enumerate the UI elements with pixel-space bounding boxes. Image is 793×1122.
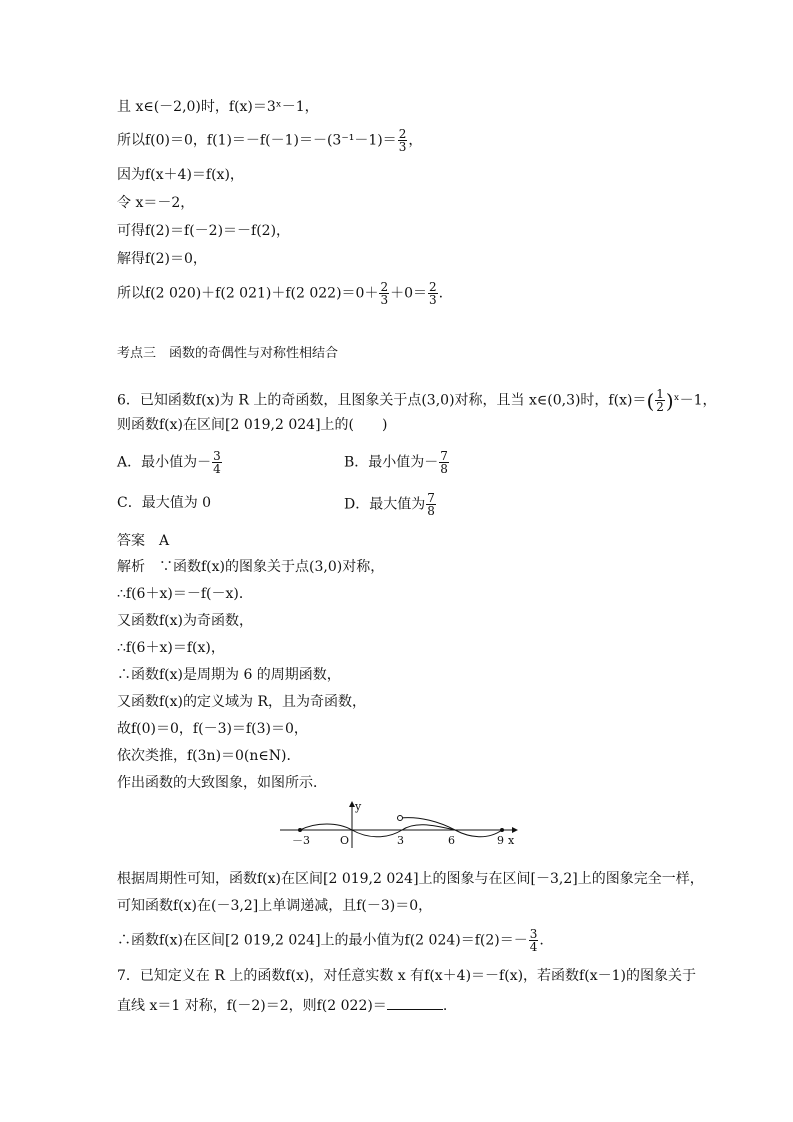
text-segment: ∴函数f(x)在区间[2 019,2 024]上的最小值为f(2 024)＝f(2)＝－ xyxy=(117,932,528,949)
open-point xyxy=(398,816,403,821)
text-segment: . xyxy=(442,998,448,1014)
section-title: 考点三 函数的奇偶性与对称性相结合 xyxy=(117,346,339,361)
fraction-numerator: 1 xyxy=(656,387,664,401)
fraction xyxy=(655,388,665,413)
tick-label-6: 6 xyxy=(448,834,455,847)
tick-label-m3: －3 xyxy=(292,834,310,847)
fraction xyxy=(439,450,449,475)
fraction-numerator: 3 xyxy=(213,449,221,463)
analysis-line: ∴f(6＋x)＝－f(－x)． xyxy=(117,586,253,602)
function-graph xyxy=(280,800,520,850)
text-segment: ＋0＝ xyxy=(390,285,428,302)
option-b xyxy=(344,450,450,475)
x-axis-arrow xyxy=(512,827,518,833)
text-segment: 6．已知函数f(x)为 R 上的奇函数，且图象关于点(3,0)对称，且当 x∈(0,3)时，f(x)＝ xyxy=(117,392,647,409)
tick-label-3: 3 xyxy=(397,834,404,847)
text-line: 解得f(2)＝0， xyxy=(117,251,207,267)
question-7-line-2 xyxy=(117,996,447,1015)
fraction-numerator: 2 xyxy=(380,280,389,294)
question-6-line-1 xyxy=(117,388,717,413)
fraction-denominator: 8 xyxy=(440,462,448,476)
text-segment: ˣ－1， xyxy=(673,392,717,409)
y-label: y xyxy=(355,800,362,813)
fraction xyxy=(426,492,436,517)
text-segment: 所以f(0)＝0，f(1)＝－f(－1)＝－(3⁻¹－1)＝ xyxy=(117,132,397,149)
fraction-numerator: 7 xyxy=(440,449,448,463)
fraction xyxy=(428,281,438,306)
analysis-line: 作出函数的大致图象，如图所示． xyxy=(117,775,327,791)
text-segment: D．最大值为 xyxy=(344,496,426,513)
analysis-line: ∴函数f(x)是周期为 6 的周期函数， xyxy=(117,667,341,683)
fraction xyxy=(398,128,408,153)
option-c: C．最大值为 0 xyxy=(117,495,212,511)
answer-line: 答案 A xyxy=(117,533,170,549)
analysis-line: 又函数f(x)为奇函数， xyxy=(117,613,254,629)
question-6-line-2: 则函数f(x)在区间[2 019,2 024]上的( ) xyxy=(117,417,388,433)
fraction xyxy=(212,450,222,475)
fraction-denominator: 4 xyxy=(529,940,538,954)
analysis-line: 依次类推，f(3n)＝0(n∈N)． xyxy=(117,748,301,764)
text-line xyxy=(117,281,443,306)
fraction xyxy=(379,281,389,306)
x-label: x xyxy=(508,834,515,847)
text-line xyxy=(117,928,544,953)
text-line: 根据周期性可知，函数f(x)在区间[2 019,2 024]上的图象与在区间[－3,2]上的图象完全一样， xyxy=(117,871,704,887)
origin-label: O xyxy=(340,834,350,847)
fraction-numerator: 2 xyxy=(429,280,437,294)
text-segment: 所以f(2 020)＋f(2 021)＋f(2 022)＝0＋ xyxy=(117,285,379,302)
fraction-denominator: 4 xyxy=(213,462,221,476)
text-segment: ， xyxy=(408,132,423,149)
fraction-denominator: 3 xyxy=(380,293,389,307)
text-line: 可得f(2)＝f(－2)＝－f(2)， xyxy=(117,223,291,239)
fraction-denominator: 3 xyxy=(429,293,437,307)
text-line xyxy=(117,128,422,153)
answer-blank[interactable] xyxy=(387,996,443,1010)
fraction-numerator: 7 xyxy=(427,491,435,505)
text-line: 且 x∈(－2,0)时，f(x)＝3ˣ－1， xyxy=(117,99,319,115)
point-9 xyxy=(500,828,504,832)
fraction xyxy=(529,928,539,953)
text-line: 令 x＝－2， xyxy=(117,195,195,211)
text-segment: 直线 x＝1 对称，f(－2)＝2，则f(2 022)＝ xyxy=(117,998,387,1014)
text-line: 可知函数f(x)在(－3,2]上单调递减，且f(－3)＝0， xyxy=(117,898,433,914)
curve-segment xyxy=(402,825,455,830)
fraction-denominator: 3 xyxy=(398,140,407,154)
analysis-line: 解析 ∵函数f(x)的图象关于点(3,0)对称， xyxy=(117,559,385,575)
fraction-denominator: 2 xyxy=(656,400,664,414)
fraction-denominator: 8 xyxy=(427,504,435,518)
fraction-numerator: 3 xyxy=(529,927,538,941)
bracket: ) xyxy=(665,388,674,413)
text-segment: B．最小值为－ xyxy=(344,454,439,471)
option-d xyxy=(344,492,437,517)
fraction-numerator: 2 xyxy=(398,127,407,141)
text-segment: . xyxy=(438,285,444,302)
point-m3 xyxy=(298,828,302,832)
tick-label-9: 9 xyxy=(497,834,504,847)
analysis-line: ∴f(6＋x)＝f(x)， xyxy=(117,640,225,656)
bracket: ( xyxy=(646,388,655,413)
question-7-line-1: 7．已知定义在 R 上的函数f(x)，对任意实数 x 有f(x＋4)＝－f(x)，若函数f(x－1)的图象关于 xyxy=(117,968,696,984)
option-a xyxy=(117,450,223,475)
analysis-line: 故f(0)＝0，f(－3)＝f(3)＝0， xyxy=(117,721,308,737)
text-segment: . xyxy=(539,932,544,949)
text-segment: A．最小值为－ xyxy=(117,454,212,471)
analysis-line: 又函数f(x)的定义域为 R，且为奇函数， xyxy=(117,694,366,710)
text-line: 因为f(x＋4)＝f(x)， xyxy=(117,167,244,183)
